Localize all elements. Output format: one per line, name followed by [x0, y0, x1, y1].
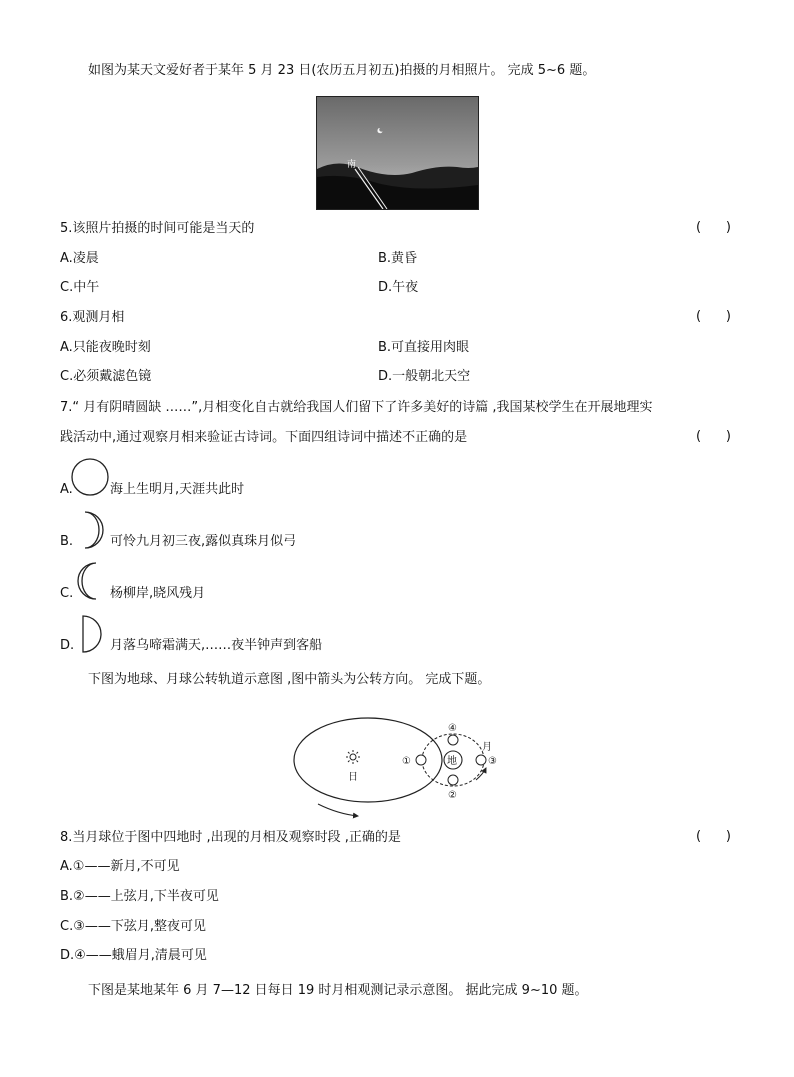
q5-option-d: D.午夜 — [378, 280, 419, 295]
moon-orbit-arrow — [476, 768, 486, 780]
position-1-label: ① — [402, 756, 411, 767]
q7-option-d-text: 月落乌啼霜满天,……夜半钟声到客船 — [110, 638, 323, 653]
q7-option-c-letter: C. — [60, 586, 74, 601]
position-3-label: ③ — [488, 756, 497, 767]
q6-answer-paren: ( ) — [696, 309, 731, 324]
earth-moon-orbit-diagram — [290, 712, 505, 820]
q6-option-c: C.必须戴滤色镜 — [60, 369, 152, 384]
sun-label: 日 — [348, 772, 358, 783]
q8-option-d: D.④——蛾眉月,清晨可见 — [60, 948, 207, 963]
moon-position-3 — [476, 755, 486, 765]
q7-stem-line2: 践活动中,通过观察月相来验证古诗词。下面四组诗词中描述不正确的是 — [60, 430, 468, 445]
moon-photo — [316, 96, 479, 210]
full-moon-icon — [70, 457, 110, 497]
moon-position-1 — [416, 755, 426, 765]
q5-option-c: C.中午 — [60, 280, 100, 295]
intro-text-3: 下图是某地某年 6 月 7—12 日每日 19 时月相观测记录示意图。 据此完成 9~10 题。 — [88, 983, 588, 998]
q6-option-b: B.可直接用肉眼 — [378, 340, 470, 355]
q7-option-b-letter: B. — [60, 534, 74, 549]
photo-label-south: 南 — [347, 160, 357, 170]
q8-option-b: B.②——上弦月,下半夜可见 — [60, 889, 219, 904]
q5-option-a: A.凌晨 — [60, 251, 99, 266]
position-4-label: ④ — [448, 723, 457, 734]
moon-position-2 — [448, 775, 458, 785]
earth-label: 地 — [447, 756, 457, 767]
q5-stem: 5.该照片拍摄的时间可能是当天的 — [60, 221, 255, 236]
intro-text-1: 如图为某天文爱好者于某年 5 月 23 日(农历五月初五)拍摄的月相照片。 完成 5~6 题。 — [88, 63, 596, 78]
q7-answer-paren: ( ) — [696, 429, 731, 444]
waning-crescent-icon — [74, 561, 102, 601]
first-quarter-icon — [80, 614, 102, 654]
q8-answer-paren: ( ) — [696, 829, 731, 844]
q5-option-b: B.黄昏 — [378, 251, 418, 266]
q7-option-c-text: 杨柳岸,晓风残月 — [110, 586, 206, 601]
q8-option-a: A.①——新月,不可见 — [60, 859, 180, 874]
moon-position-4 — [448, 735, 458, 745]
q7-option-a-text: 海上生明月,天涯共此时 — [110, 482, 245, 497]
q8-stem: 8.当月球位于图中四地时 ,出现的月相及观察时段 ,正确的是 — [60, 830, 401, 845]
intro-text-2: 下图为地球、月球公转轨道示意图 ,图中箭头为公转方向。 完成下题。 — [88, 672, 491, 687]
q6-stem: 6.观测月相 — [60, 310, 125, 325]
earth-orbit-arrow — [318, 804, 358, 816]
waxing-crescent-icon — [77, 510, 105, 550]
position-2-label: ② — [448, 790, 457, 801]
q7-option-d-letter: D. — [60, 638, 75, 653]
q7-option-a-letter: A. — [60, 482, 73, 497]
moon-label: 月 — [482, 742, 492, 753]
q6-option-d: D.一般朝北天空 — [378, 369, 471, 384]
q6-option-a: A.只能夜晚时刻 — [60, 340, 151, 355]
q7-stem-line1: 7.“ 月有阴晴圆缺 ……”,月相变化自古就给我国人们留下了许多美好的诗篇 ,我国某校学生在开展地理实 — [60, 400, 653, 415]
q8-option-c: C.③——下弦月,整夜可见 — [60, 919, 206, 934]
q7-option-b-text: 可怜九月初三夜,露似真珠月似弓 — [110, 534, 297, 549]
sun-icon — [346, 750, 360, 764]
q5-answer-paren: ( ) — [696, 220, 731, 235]
